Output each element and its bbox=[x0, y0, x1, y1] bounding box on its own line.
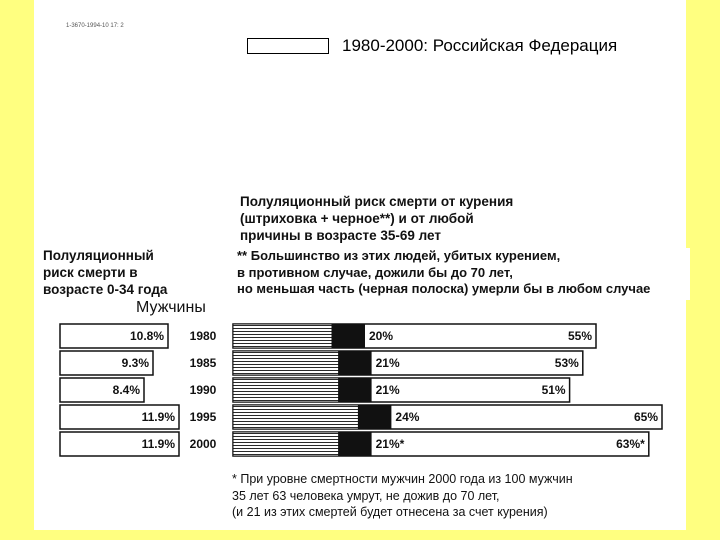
total-risk-label: 65% bbox=[633, 410, 658, 424]
smoking-risk-black-segment bbox=[358, 405, 391, 429]
young-risk-label: 8.4% bbox=[112, 383, 140, 397]
footnote-line: * При уровне смертности мужчин 2000 года из 100 мужчин bbox=[232, 472, 573, 486]
year-label: 1980 bbox=[189, 329, 217, 343]
year-label: 1990 bbox=[189, 383, 217, 397]
year-label: 2000 bbox=[189, 437, 217, 451]
smoking-risk-label: 21%* bbox=[375, 437, 405, 451]
smoking-risk-label: 21% bbox=[375, 356, 400, 370]
smoking-risk-hatched-segment bbox=[233, 351, 339, 375]
total-risk-label: 53% bbox=[554, 356, 579, 370]
young-risk-line: возрасте 0-34 года bbox=[43, 282, 168, 297]
footnote-line: 35 лет 63 человека умрут, не дожив до 70 лет, bbox=[232, 488, 500, 503]
document-stamp: 1-3670-1994-10 17: 2 bbox=[66, 23, 124, 29]
young-risk-label: 9.3% bbox=[121, 356, 149, 370]
smoking-risk-hatched-segment bbox=[233, 432, 339, 456]
young-risk-label: 11.9% bbox=[141, 437, 175, 451]
young-risk-label: 11.9% bbox=[141, 410, 175, 424]
young-risk-line: Полуляционный bbox=[43, 248, 154, 263]
footnote-line: (и 21 из этих смертей будет отнесена за счет курения) bbox=[232, 505, 548, 519]
smoking-risk-black-segment bbox=[339, 432, 372, 456]
smoking-risk-hatched-segment bbox=[233, 405, 358, 429]
population-risk-line: (штриховка + черное**) и от любой bbox=[240, 211, 474, 226]
total-risk-label: 51% bbox=[541, 383, 566, 397]
smoking-risk-hatched-segment bbox=[233, 378, 339, 402]
young-risk-label: 10.8% bbox=[129, 329, 164, 343]
smoking-risk-label: 21% bbox=[375, 383, 400, 397]
smoking-risk-black-segment bbox=[339, 378, 372, 402]
smoking-risk-label: 20% bbox=[369, 329, 394, 343]
smoking-risk-label: 24% bbox=[395, 410, 420, 424]
smoking-risk-hatched-segment bbox=[233, 324, 332, 348]
population-risk-line: причины в возрасте 35-69 лет bbox=[240, 228, 441, 243]
smoking-risk-black-segment bbox=[332, 324, 365, 348]
total-risk-label: 55% bbox=[567, 329, 592, 343]
year-label: 1995 bbox=[189, 410, 217, 424]
population-risk-line: Полуляционный риск смерти от курения bbox=[240, 194, 514, 209]
footnote bbox=[232, 471, 672, 521]
men-label: Мужчины bbox=[136, 299, 206, 316]
total-risk-label: 63%* bbox=[616, 437, 645, 451]
smoking-risk-black-segment bbox=[339, 351, 372, 375]
year-label: 1985 bbox=[189, 356, 217, 370]
note-line: но меньшая часть (черная полоска) умерли бы в любом случае bbox=[237, 281, 651, 296]
note-line: ** Большинство из этих людей, убитых курением, bbox=[237, 248, 561, 263]
young-risk-line: риск смерти в bbox=[43, 265, 138, 280]
note-line: в противном случае, дожили бы до 70 лет, bbox=[237, 264, 513, 280]
chart-title: 1980-2000: Российская Федерация bbox=[342, 36, 618, 55]
